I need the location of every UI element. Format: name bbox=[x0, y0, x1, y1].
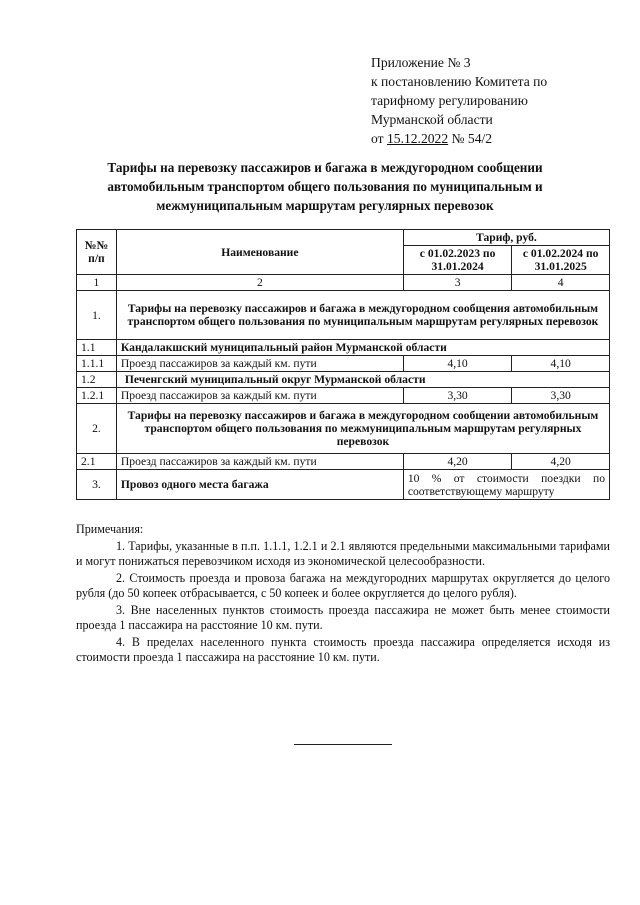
row-name: Проезд пассажиров за каждый км. пути bbox=[116, 356, 403, 372]
table-row bbox=[77, 291, 610, 340]
subsection-heading: Печенгский муниципальный округ Мурманской области bbox=[116, 372, 609, 388]
section-heading: Тарифы на перевозку пассажиров и багажа в междугородном сообщении автомобильным транспортом общего пользования по межмуниципальным маршрутам регулярных перевозок bbox=[116, 404, 609, 454]
header-period-1: с 01.02.2023 по 31.01.2024 bbox=[403, 246, 512, 275]
subsection-heading: Кандалакшский муниципальный район Мурманской области bbox=[116, 340, 609, 356]
notes-heading: Примечания: bbox=[76, 522, 144, 536]
note-item: 4. В пределах населенного пункта стоимость проезда пассажира определяется исходя из стоимости проезда 1 пассажира на расстояние 10 км. пути. bbox=[76, 634, 610, 664]
table-row bbox=[77, 388, 610, 404]
row-name: Проезд пассажиров за каждый км. пути bbox=[116, 454, 403, 470]
col-num-4: 4 bbox=[512, 275, 610, 291]
appendix-line-1: Приложение № 3 bbox=[371, 55, 471, 70]
tariff-table bbox=[76, 229, 610, 500]
appendix-block bbox=[371, 53, 621, 148]
row-num: 2.1 bbox=[77, 454, 117, 470]
table-row bbox=[77, 372, 610, 388]
table-row bbox=[77, 356, 610, 372]
appendix-line-2: к постановлению Комитета по bbox=[371, 74, 548, 89]
row-value-merged: 10 % от стоимости поездки по соответствующему маршруту bbox=[403, 470, 609, 500]
row-name: Провоз одного места багажа bbox=[116, 470, 403, 500]
row-value-1: 4,20 bbox=[403, 454, 512, 470]
note-item: 2. Стоимость проезда и провоза багажа на междугородних маршрутах округляется до целого рубля (до 50 копеек отбрасывается, с 50 копеек и более округляется до целого рубля). bbox=[76, 570, 610, 600]
row-value-2: 4,20 bbox=[512, 454, 610, 470]
note-item: 1. Тарифы, указанные в п.п. 1.1.1, 1.2.1 и 2.1 являются предельными максимальными тарифами и могут понижаться перевозчиком исходя из экономической целесообразности. bbox=[76, 538, 610, 568]
table-row bbox=[77, 470, 610, 500]
section-heading: Тарифы на перевозку пассажиров и багажа в междугородном сообщения автомобильным транспортом общего пользования по муниципальным маршрутам регулярных перевозок bbox=[116, 291, 609, 340]
document-title: Тарифы на перевозку пассажиров и багажа в междугородном сообщении автомобильным транспортом общего пользования по муниципальным и межмуниципальным маршрутам регулярных перевозок bbox=[107, 160, 543, 213]
appendix-date: 15.12.2022 bbox=[386, 131, 449, 146]
header-name: Наименование bbox=[116, 230, 403, 275]
closing-rule bbox=[294, 744, 392, 745]
row-value-1: 3,30 bbox=[403, 388, 512, 404]
notes-block bbox=[76, 522, 610, 667]
header-num: №№ п/п bbox=[77, 230, 117, 275]
appendix-date-prefix: от bbox=[371, 131, 384, 146]
appendix-line-3: тарифному регулированию bbox=[371, 93, 528, 108]
row-num: 1.1.1 bbox=[77, 356, 117, 372]
note-item: 3. Вне населенных пунктов стоимость проезда пассажира не может быть менее стоимости проезда 1 пассажира на расстояние 10 км. пути. bbox=[76, 602, 610, 632]
row-num: 1.2.1 bbox=[77, 388, 117, 404]
table-row bbox=[77, 340, 610, 356]
row-value-2: 3,30 bbox=[512, 388, 610, 404]
appendix-line-4: Мурманской области bbox=[371, 112, 493, 127]
row-num: 1.1 bbox=[77, 340, 117, 356]
row-num: 3. bbox=[77, 470, 117, 500]
col-num-3: 3 bbox=[403, 275, 512, 291]
col-num-2: 2 bbox=[116, 275, 403, 291]
row-num: 1. bbox=[77, 291, 117, 340]
table-row bbox=[77, 454, 610, 470]
appendix-number: № 54/2 bbox=[451, 131, 493, 146]
table-row bbox=[77, 404, 610, 454]
row-value-1: 4,10 bbox=[403, 356, 512, 372]
table-header-row bbox=[77, 230, 610, 246]
appendix-date-line bbox=[371, 129, 621, 148]
col-num-1: 1 bbox=[77, 275, 117, 291]
row-name: Проезд пассажиров за каждый км. пути bbox=[116, 388, 403, 404]
row-num: 1.2 bbox=[77, 372, 117, 388]
header-tariff: Тариф, руб. bbox=[403, 230, 609, 246]
column-number-row bbox=[77, 275, 610, 291]
row-num: 2. bbox=[77, 404, 117, 454]
header-period-2: с 01.02.2024 по 31.01.2025 bbox=[512, 246, 610, 275]
row-value-2: 4,10 bbox=[512, 356, 610, 372]
